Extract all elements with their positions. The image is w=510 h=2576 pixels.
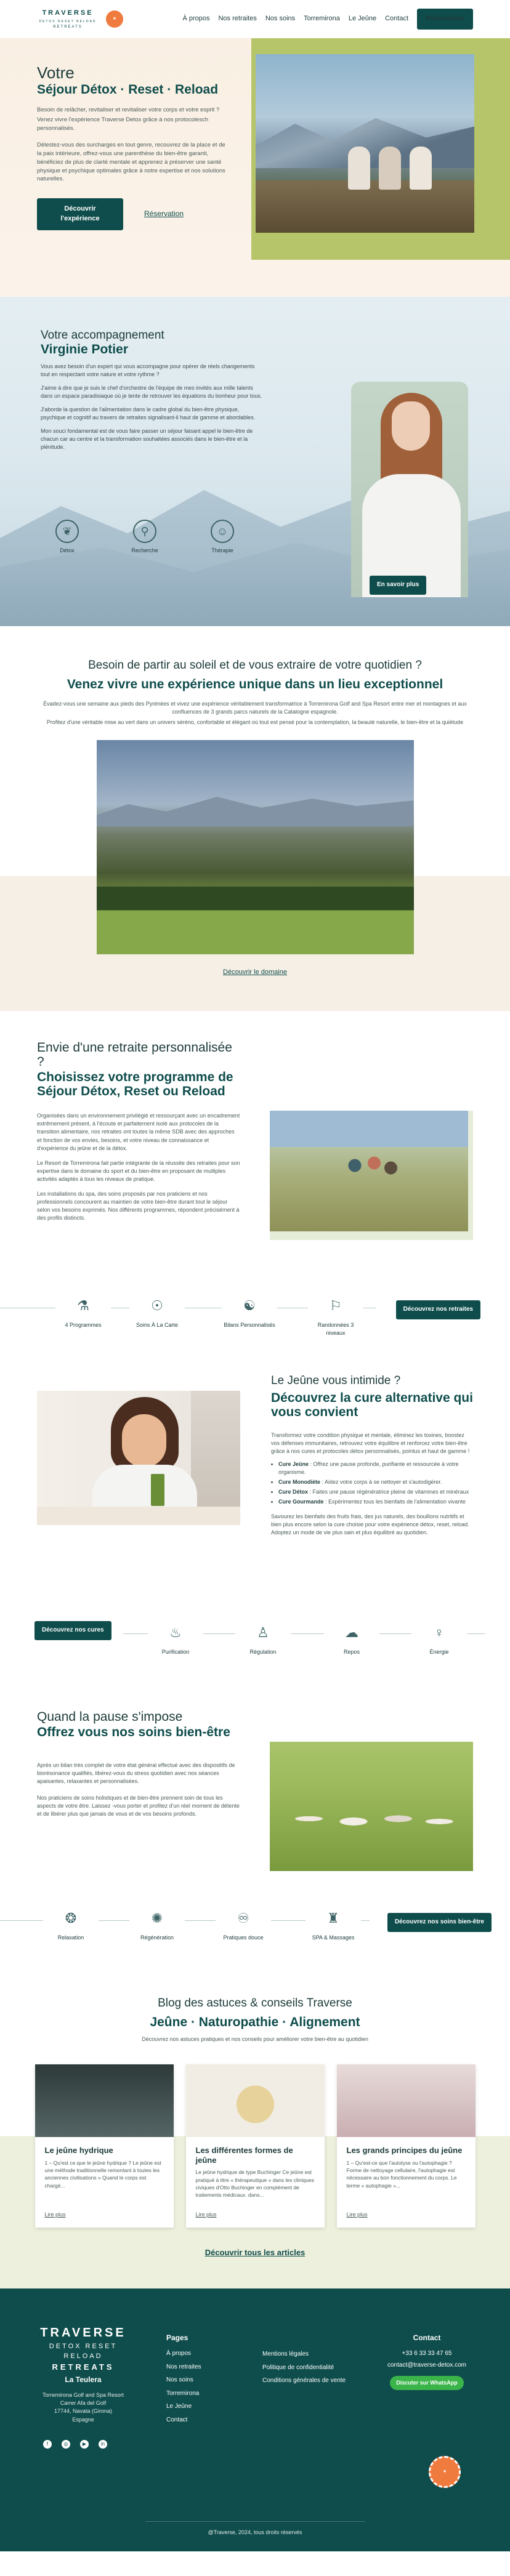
footer-logo[interactable]: TRAVERSE DETOX RESET RELOAD RETREATS bbox=[40, 2326, 126, 2372]
fasting-title: Découvrez la cure alternative qui vous convient bbox=[271, 1390, 473, 1419]
blog-title: Jeûne · Naturopathie · Alignement bbox=[150, 2015, 360, 2029]
footer-link-contact[interactable]: Contact bbox=[166, 2416, 188, 2423]
feature-spa: ♜ SPA & Massages bbox=[306, 1907, 361, 1942]
exceptional-text-1: Évadez-vous une semaine aux pieds des Pyrénées et vivez une expérience véritablement transformatrice à Torremirona Golf and Spa Resort entre mer et montagnes et aux confluences de 3 grands parcs naturels de la Catalogne espagnole. bbox=[43, 700, 467, 715]
resort-photo bbox=[97, 740, 414, 954]
exceptional-title: Venez vivre une expérience unique dans un lieu exceptionnel bbox=[67, 677, 443, 691]
blog-card-excerpt: Le jeûne hydrique de type Buchinger Ce jeûne est pratiqué à titre « thérapeutique » dans les cliniques civiques d'Otto Buchinger en complément de traitements médicaux. dans... bbox=[195, 2169, 314, 2199]
footer-link-retreats[interactable]: Nos retraites bbox=[166, 2363, 201, 2370]
feature-purification: ♨ Purification bbox=[148, 1621, 203, 1656]
footer-link-care[interactable]: Nos soins bbox=[166, 2377, 193, 2384]
retreat-photo-frame bbox=[270, 1111, 473, 1240]
research-icon: ⚲ bbox=[133, 520, 156, 543]
blog-card[interactable] bbox=[186, 2064, 325, 2228]
youtube-icon[interactable]: ▶ bbox=[80, 2440, 89, 2449]
site-header bbox=[0, 0, 510, 38]
blog-card-title: Les différentes formes de jeûne bbox=[195, 2146, 293, 2165]
nav-item-about[interactable]: À propos bbox=[182, 15, 210, 23]
feature-regulation: ♙ Régulation bbox=[235, 1621, 291, 1656]
privacy-policy-link[interactable]: Politique de confidentialité bbox=[262, 2364, 334, 2371]
feature-review: ☯ Bilans Personnalisés bbox=[222, 1294, 277, 1329]
fasting-text-1: Transformez votre condition physique et mentale, éliminez les toxines, boostez vos défenses immunitaires, retrouvez votre équilibre et renforcez votre bien-être grâce à nos cures et protocoles détox personnalisés, pointus et haut de gamme ! bbox=[271, 1431, 470, 1454]
accompaniment-title: Votre accompagnement Virginie Potier bbox=[41, 329, 164, 356]
feature-programs: ⚗ 4 Programmes bbox=[55, 1294, 111, 1329]
blog-section bbox=[0, 1984, 510, 2288]
retreat-text-3: Les installations du spa, des soins proposés par nos praticiens et nos professionnels concourent au maintien de votre bien-être durant tout le séjour selon vos besoins exprimés. Nos différents programmes, répondent précisément à des profils distincts. bbox=[37, 1190, 240, 1221]
retreat-title: Choisissez votre programme de Séjour Détox, Reset ou Reload bbox=[37, 1070, 233, 1099]
reservation-button[interactable]: Réservation bbox=[417, 9, 473, 30]
fasting-pretitle: Le Jeûne vous intimide ? bbox=[271, 1374, 401, 1387]
facebook-icon[interactable]: f bbox=[43, 2440, 52, 2449]
coach-portrait bbox=[351, 382, 468, 597]
retreat-text-1: Organisées dans un environnement privilégié et ressourçant avec un encadrement extrêmement présent, à l'écoute et parfaitement isolé aux protocoles de la transition alimentaire, nos retraites ont toutes la même SDB avec des approches et fonction de vos envies, besoins, et votre niveau de connaissance et d'expérience du jeûne et de la détox. bbox=[37, 1113, 240, 1151]
retreat-text-2: Le Resort de Torremirona fait partie intégrante de la réussite des retraites pour son expertise dans le domaine du sport et du bien-être en proposant de multiples activités adaptés à tous les niveaux de pratique. bbox=[37, 1159, 240, 1182]
wellness-care-section bbox=[0, 1685, 510, 1984]
hero-text-2: Venez vivre l'expérience Traverse Detox grâce à nos protocolesch personnalisés. bbox=[37, 116, 208, 132]
read-more-link[interactable]: Lire plus bbox=[195, 2211, 217, 2218]
footer-address: La Teulera Torremirona Golf and Spa Resort Carrer Afa del Golf 17744, Navata (Girona) Espagne bbox=[42, 2375, 124, 2423]
feature-therapy: ☺ Thérapie bbox=[201, 520, 244, 555]
energy-icon: ♀ bbox=[434, 1625, 445, 1641]
feature-research: ⚲ Recherche bbox=[123, 520, 166, 555]
fasting-text-2: Savourez les bienfaits des fruits frais, des jus naturels, des bouillons nutritifs et bien plus encore selon la cure choisie pour votre expérience détox, reset, reload. Adoptez un mode de vie plus sain et plus équilibré au quotidien. bbox=[271, 1513, 469, 1536]
programs-icon: ⚗ bbox=[77, 1298, 89, 1314]
whatsapp-button[interactable]: Discuter sur WhatsApp bbox=[390, 2376, 464, 2390]
accompaniment-text-1: Vous avez besoin d'un expert qui vous accompagne pour opérer de réels changements tout en respectant votre nature et votre rythme ? bbox=[41, 363, 255, 378]
retreat-photo bbox=[270, 1111, 468, 1231]
hero-text-1: Besoin de relâcher, revitaliser et revitaliser votre corps et votre esprit ? bbox=[37, 107, 220, 114]
feature-rest: ☁ Repos bbox=[324, 1621, 379, 1656]
care-pretitle: Quand la pause s'impose bbox=[37, 1710, 183, 1724]
purification-icon: ♨ bbox=[169, 1625, 182, 1641]
feature-detox: ❦ Détox bbox=[46, 520, 89, 555]
blog-card-title: Les grands principes du jeûne bbox=[346, 2146, 463, 2155]
hiking-icon: ⚐ bbox=[330, 1298, 342, 1314]
blog-card-image bbox=[35, 2064, 174, 2137]
list-item: • Cure Détox : Faites une pause régénératrice pleine de vitamines et minéraux bbox=[278, 1488, 474, 1496]
hero-title: Votre Séjour Détox · Reset · Reload bbox=[37, 63, 219, 97]
hero-photo bbox=[256, 54, 474, 233]
care-text-2: Nos praticiens de soins holistiques et de bien-être prennent soin de tous les aspects de votre être. Laissez -vous porter et profitez d'un réel moment de détente et de libérer plus que jamais de vous et de vos besoins profonds. bbox=[37, 1795, 240, 1817]
footer-link-fasting[interactable]: Le Jeûne bbox=[166, 2403, 192, 2410]
blog-card[interactable] bbox=[337, 2064, 476, 2228]
social-links bbox=[43, 2440, 107, 2449]
gentle-practices-icon: ♾ bbox=[237, 1910, 249, 1926]
terms-link[interactable]: Conditions générales de vente bbox=[262, 2377, 346, 2384]
footer-link-torremirona[interactable]: Torremirona bbox=[166, 2389, 200, 2397]
accompaniment-text-2: J'aime à dire que je suis le chef d'orchestre de l'équipe de mes invités aux mille talents dans un espace paradisiaque où je tente de retrouver les équations du bonheur pour tous. bbox=[41, 385, 262, 400]
list-item: • Cure Monodiète : Aidez votre corps à se nettoyer et s'autodigérer. bbox=[278, 1478, 474, 1486]
nav-item-contact[interactable]: Contact bbox=[385, 15, 409, 23]
footer-pages: Pages À propos Nos retraites Nos soins Torremirona Le Jeûne Contact bbox=[166, 2333, 201, 2429]
legal-notice-link[interactable]: Mentions légales bbox=[262, 2351, 309, 2357]
blog-card-excerpt: 1 – Qu'est-ce que l'autolyse ou l'autophagie ? Forme de nettoyage cellulaire, l'autophagie est nécessaire au bon fonctionnement du corps. Le terme « autophagie »... bbox=[346, 2159, 457, 2189]
regulation-icon: ♙ bbox=[257, 1625, 269, 1641]
fasting-section bbox=[0, 1346, 510, 1685]
copyright: @Traverse, 2024, tous droits réservés bbox=[208, 2529, 302, 2535]
cure-list bbox=[278, 1460, 474, 1506]
nav-item-retreats[interactable]: Nos retraites bbox=[218, 15, 257, 23]
list-item: • Cure Jeûne : Offrez une pause profonde, purifiante et ressourcée à votre organisme. bbox=[278, 1460, 474, 1476]
blog-card-excerpt: 1 – Qu'est ce que le jeûne hydrique ? Le jeûne est une méthode traditionnelle remontant à toutes les anciennes civilisations » Quand le corps est chargé... bbox=[44, 2159, 161, 2189]
care-photo bbox=[270, 1742, 473, 1871]
feature-hiking: ⚐ Randonnées 3 niveaux bbox=[308, 1294, 363, 1337]
blog-subtitle: Découvrez nos astuces pratiques et nos conseils pour améliorer votre bien-être au quotidien bbox=[142, 2035, 368, 2042]
retreat-section bbox=[0, 1011, 510, 1346]
blog-card-image bbox=[186, 2064, 325, 2137]
feature-regeneration: ✺ Régénération bbox=[129, 1907, 185, 1942]
footer-link-about[interactable]: À propos bbox=[166, 2350, 192, 2357]
email-link[interactable]: contact@traverse-detox.com bbox=[387, 2361, 466, 2369]
blog-pretitle: Blog des astuces & conseils Traverse bbox=[158, 1997, 352, 2010]
nav-item-torremirona[interactable]: Torremirona bbox=[304, 15, 340, 23]
accompaniment-section bbox=[0, 297, 510, 626]
discover-domain-link[interactable]: Découvrir le domaine bbox=[223, 968, 287, 976]
instagram-icon[interactable]: ◎ bbox=[62, 2440, 70, 2449]
care-title: Offrez vous nos soins bien-être bbox=[37, 1725, 230, 1740]
read-more-link[interactable]: Lire plus bbox=[44, 2211, 66, 2218]
accompaniment-text-4: Mon souci fondamental est de vous faire passer un séjour faisant appel le bien-être de chacun car au centre et la transformation souhaitées associés dans le bien-être et la plénitude. bbox=[41, 428, 253, 451]
hero-section bbox=[0, 38, 510, 297]
care-text-1: Après un bilan très complet de votre état général effectué avec des dispositifs de biorésonance qualifiés, libérez-vous du stress quotidien avec nos séances apaisantes, relaxantes et personnalisées. bbox=[37, 1762, 235, 1785]
care-icon: ☉ bbox=[151, 1298, 163, 1314]
discover-cures-button[interactable]: Découvrez nos cures bbox=[34, 1621, 111, 1640]
phone-link[interactable]: +33 6 33 33 47 65 bbox=[402, 2350, 452, 2357]
hero-reservation-link[interactable]: Réservation bbox=[144, 209, 184, 219]
blog-card-image bbox=[337, 2064, 476, 2137]
fasting-photo bbox=[37, 1391, 240, 1525]
exceptional-section bbox=[0, 626, 510, 1011]
discover-retreats-button[interactable]: Découvrez nos retraites bbox=[396, 1300, 480, 1319]
feature-relaxation: ❂ Relaxation bbox=[43, 1907, 99, 1942]
site-logo[interactable]: TRAVERSE DETOX RESET RELOAD RETREATS bbox=[39, 9, 97, 29]
badge-icon: ★ bbox=[106, 10, 123, 28]
main-nav bbox=[182, 9, 473, 30]
regeneration-icon: ✺ bbox=[151, 1910, 163, 1926]
feature-gentle-practices: ♾ Pratiques douce bbox=[216, 1907, 271, 1942]
discover-experience-button[interactable]: Découvrir l'expérience bbox=[37, 198, 123, 230]
therapy-icon: ☺ bbox=[211, 520, 234, 543]
accompaniment-text-3: J'aborde la question de l'alimentation dans le cadre global du bien-être physique, psychique et cognitif au travers de retraites signalisant-il haut de gamme et abordables. bbox=[41, 406, 256, 421]
badge-icon: ★ bbox=[429, 2456, 461, 2488]
discover-care-button[interactable]: Découvrez nos soins bien-être bbox=[387, 1913, 492, 1932]
all-articles-link[interactable]: Découvrir tous les articles bbox=[204, 2248, 306, 2258]
exceptional-pretitle: Besoin de partir au soleil et de vous extraire de votre quotidien ? bbox=[88, 659, 422, 672]
rest-icon: ☁ bbox=[345, 1625, 358, 1641]
exceptional-text-2: Profitez d'une véritable mise au vert dans un univers séréno, confortable et élégant où tout est pensé pour la contemplation, la beauté naturelle, le bien-être et la quiétude bbox=[46, 719, 464, 726]
feature-energy: ♀ Énergie bbox=[411, 1621, 467, 1656]
blog-card-title: Le jeûne hydrique bbox=[44, 2146, 113, 2155]
hero-text-3: Délestez-vous des surcharges en tout genre, recouvrez de la place et de la paix intérieure, offrez-vous une parenthèse du bien-être garanti, bénéficiez de plus de clarté mentale et apprenez à préserver une santé physique et psychique optimales grâce à notre expertise et nos solutions naturelles. bbox=[37, 142, 225, 183]
spa-icon: ♜ bbox=[327, 1910, 339, 1926]
linkedin-icon[interactable]: in bbox=[99, 2440, 107, 2449]
review-icon: ☯ bbox=[243, 1298, 256, 1314]
nav-item-fasting[interactable]: Le Jeûne bbox=[348, 15, 377, 23]
read-more-link[interactable]: Lire plus bbox=[346, 2211, 368, 2218]
blog-card[interactable] bbox=[35, 2064, 174, 2228]
list-item: • Cure Gourmande : Expérimentez tous les bienfaits de l'alimentation vivante bbox=[278, 1498, 474, 1506]
footer-legal bbox=[262, 2350, 346, 2390]
learn-more-button[interactable]: En savoir plus bbox=[370, 576, 426, 595]
footer-contact: Contact +33 6 33 33 47 65 contact@traverse-detox.com Discuter sur WhatsApp bbox=[381, 2333, 473, 2390]
detox-icon: ❦ bbox=[55, 520, 79, 543]
retreat-pretitle: Envie d'une retraite personnalisée ? bbox=[37, 1040, 232, 1069]
site-footer bbox=[0, 2288, 510, 2551]
feature-care: ☉ Soins À La Carte bbox=[129, 1294, 185, 1329]
nav-item-care[interactable]: Nos soins bbox=[265, 15, 296, 23]
relaxation-icon: ❂ bbox=[65, 1910, 77, 1926]
